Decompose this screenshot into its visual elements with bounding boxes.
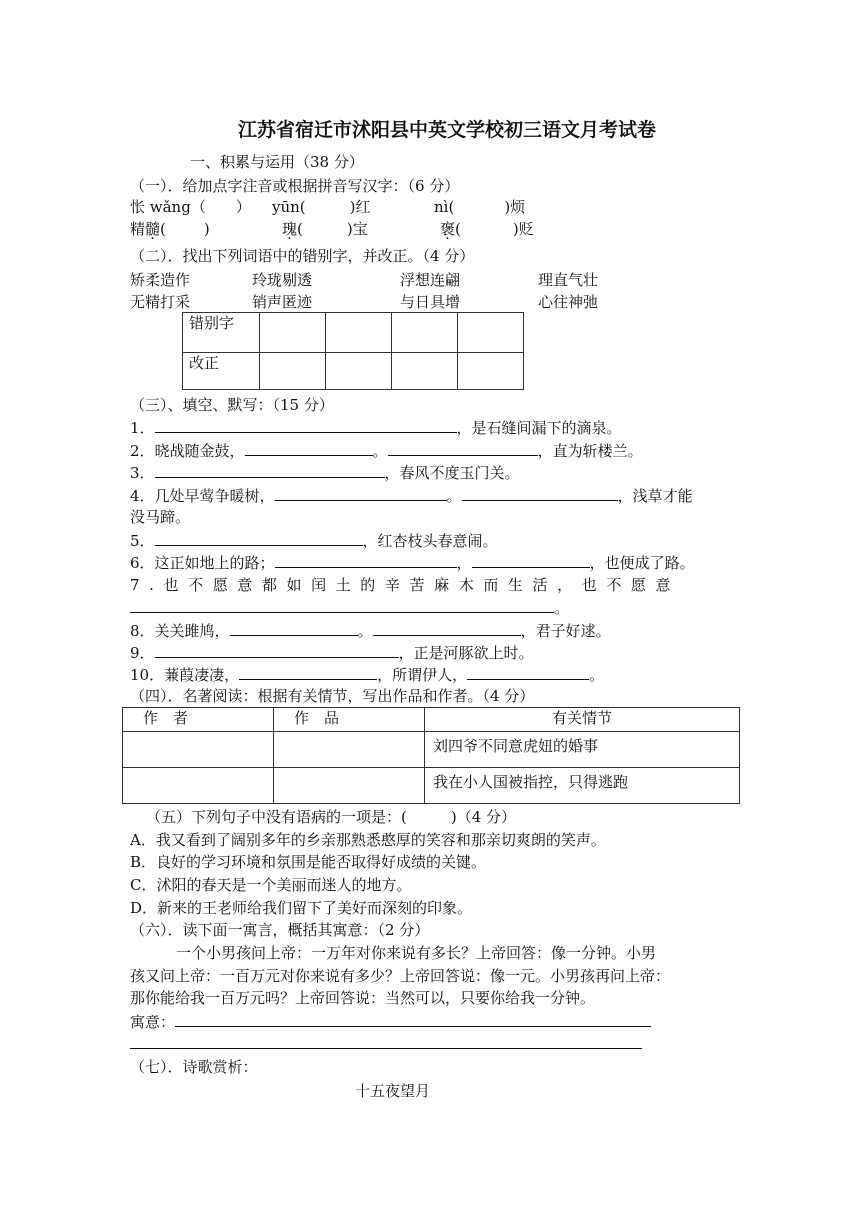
answer-cell[interactable] <box>458 313 524 353</box>
column-header: 作 品 <box>274 708 425 732</box>
q4-heading: （四）．名著阅读：根据有关情节，写出作品和作者。（4 分） <box>130 687 535 705</box>
answer-cell[interactable] <box>458 353 524 390</box>
answer-blank[interactable] <box>175 1011 651 1027</box>
emphasis-char: 褒 <box>440 220 456 238</box>
emphasis-char: 髓 <box>145 220 161 238</box>
answer-blank[interactable] <box>155 642 399 658</box>
author-cell[interactable] <box>123 732 274 768</box>
q3-line-4: 4．几处早莺争暖树， 。 ，浅草才能 <box>130 487 693 505</box>
q4-reading-table <box>122 707 740 804</box>
q7-heading: （七）．诗歌赏析： <box>130 1058 258 1076</box>
q1-item-wang: 怅 wǎng（ ） <box>130 198 251 216</box>
table-row-label: 错别字 <box>183 313 260 353</box>
answer-blank[interactable] <box>239 664 377 680</box>
answer-blank[interactable] <box>155 462 385 478</box>
q1-item-yun: yūn( )红 <box>272 198 371 216</box>
answer-blank[interactable] <box>388 440 538 456</box>
answer-blank[interactable] <box>275 485 447 501</box>
q3-line-7-cont: 。 <box>130 597 569 618</box>
q1-item-baobian: 褒( )贬 <box>440 220 534 238</box>
q3-line-9: 9． ，正是河豚欲上时。 <box>130 644 534 662</box>
q3-line-10: 10．蒹葭凄凄， ，所谓伊人， 。 <box>130 666 605 684</box>
work-cell[interactable] <box>274 768 425 804</box>
q5-heading: （五）下列句子中没有语病的一项是：( )（4 分） <box>146 808 517 826</box>
q1-item-ni: nì( )烦 <box>434 198 526 216</box>
column-header: 有关情节 <box>425 708 740 732</box>
answer-blank[interactable] <box>472 552 590 568</box>
answer-blank[interactable] <box>130 597 554 613</box>
q3-line-3: 3． ，春风不度玉门关。 <box>130 464 520 482</box>
q5-option-b[interactable]: B．良好的学习环境和氛围是能否取得好成绩的关键。 <box>130 853 487 871</box>
answer-blank[interactable] <box>155 530 363 546</box>
q3-line-7: 7.也不愿意都如闰土的辛苦麻木而生活，也不愿意 <box>130 576 681 594</box>
page-title: 江苏省宿迁市沭阳县中英文学校初三语文月考试卷 <box>238 119 657 141</box>
q1-item-jingsui: 精髓( ) <box>130 220 210 238</box>
q2-heading: （二）．找出下列词语中的错别字，并改正。（4 分） <box>130 247 475 265</box>
poem-title: 十五夜望月 <box>355 1082 431 1100</box>
q6-fable-line: 一个小男孩问上帝：一万年对你来说有多长？上帝回答：像一分钟。小男 <box>176 944 657 962</box>
q6-answer: 寓意： <box>130 1011 651 1032</box>
q2-word: 矫柔造作 <box>130 271 191 289</box>
author-cell[interactable] <box>123 768 274 804</box>
answer-blank[interactable] <box>462 485 618 501</box>
q3-heading: （三）、填空、默写：（15 分） <box>130 396 334 414</box>
q2-word: 无精打采 <box>130 293 191 311</box>
q3-line-6: 6．这正如地上的路； ， ，也便成了路。 <box>130 554 695 572</box>
answer-cell[interactable] <box>260 313 326 353</box>
q2-word: 与日具增 <box>400 293 461 311</box>
q1-item-guibao: 瑰( )宝 <box>282 220 368 238</box>
q3-line-1: 1． ，是石缝间漏下的滴泉。 <box>130 419 622 437</box>
answer-blank[interactable] <box>275 552 457 568</box>
q6-fable-line: 那你能给我一百万元吗？上帝回答说：当然可以，只要你给我一分钟。 <box>130 989 596 1007</box>
q3-line-5: 5． ，红杏枝头春意闹。 <box>130 532 498 550</box>
answer-blank[interactable] <box>155 417 457 433</box>
answer-blank[interactable] <box>467 664 589 680</box>
emphasis-char: 瑰 <box>282 220 298 238</box>
answer-cell[interactable] <box>392 313 458 353</box>
answer-cell[interactable] <box>326 353 392 390</box>
q2-answer-table <box>182 312 524 390</box>
section-heading: 一、积累与运用（38 分） <box>190 153 364 171</box>
column-header: 作 者 <box>123 708 274 732</box>
q6-heading: （六）．读下面一寓言，概括其寓意：（2 分） <box>130 921 430 939</box>
q3-line-4-cont: 没马蹄。 <box>130 508 191 526</box>
answer-blank[interactable] <box>230 620 358 636</box>
answer-blank[interactable] <box>130 1048 642 1049</box>
q5-option-d[interactable]: D．新来的王老师给我们留下了美好而深刻的印象。 <box>130 899 473 917</box>
q1-heading: （一）．给加点字注音或根据拼音写汉字：（6 分） <box>130 177 460 195</box>
q2-word: 理直气壮 <box>538 271 599 289</box>
q6-fable-line: 孩又问上帝：一百万元对你来说有多少？上帝回答说：像一元。小男孩再问上帝： <box>130 967 671 985</box>
q2-word: 销声匿迹 <box>252 293 313 311</box>
q2-word: 玲珑剔透 <box>252 271 313 289</box>
answer-cell[interactable] <box>392 353 458 390</box>
q2-word: 心往神弛 <box>538 293 599 311</box>
q2-word: 浮想连翩 <box>400 271 461 289</box>
answer-cell[interactable] <box>326 313 392 353</box>
q3-line-2: 2．晓战随金鼓， 。 ，直为斩楼兰。 <box>130 442 643 460</box>
answer-blank[interactable] <box>245 440 373 456</box>
q3-line-8: 8．关关雎鸠， 。 ，君子好逑。 <box>130 622 611 640</box>
work-cell[interactable] <box>274 732 425 768</box>
q5-option-c[interactable]: C．沭阳的春天是一个美丽而迷人的地方。 <box>130 876 412 894</box>
answer-cell[interactable] <box>260 353 326 390</box>
q5-option-a[interactable]: A．我又看到了阔别多年的乡亲那熟悉憨厚的笑容和那亲切爽朗的笑声。 <box>130 831 606 849</box>
table-row-label: 改正 <box>183 353 260 390</box>
plot-cell: 我在小人国被指控，只得逃跑 <box>425 768 740 804</box>
answer-blank[interactable] <box>373 620 521 636</box>
plot-cell: 刘四爷不同意虎妞的婚事 <box>425 732 740 768</box>
